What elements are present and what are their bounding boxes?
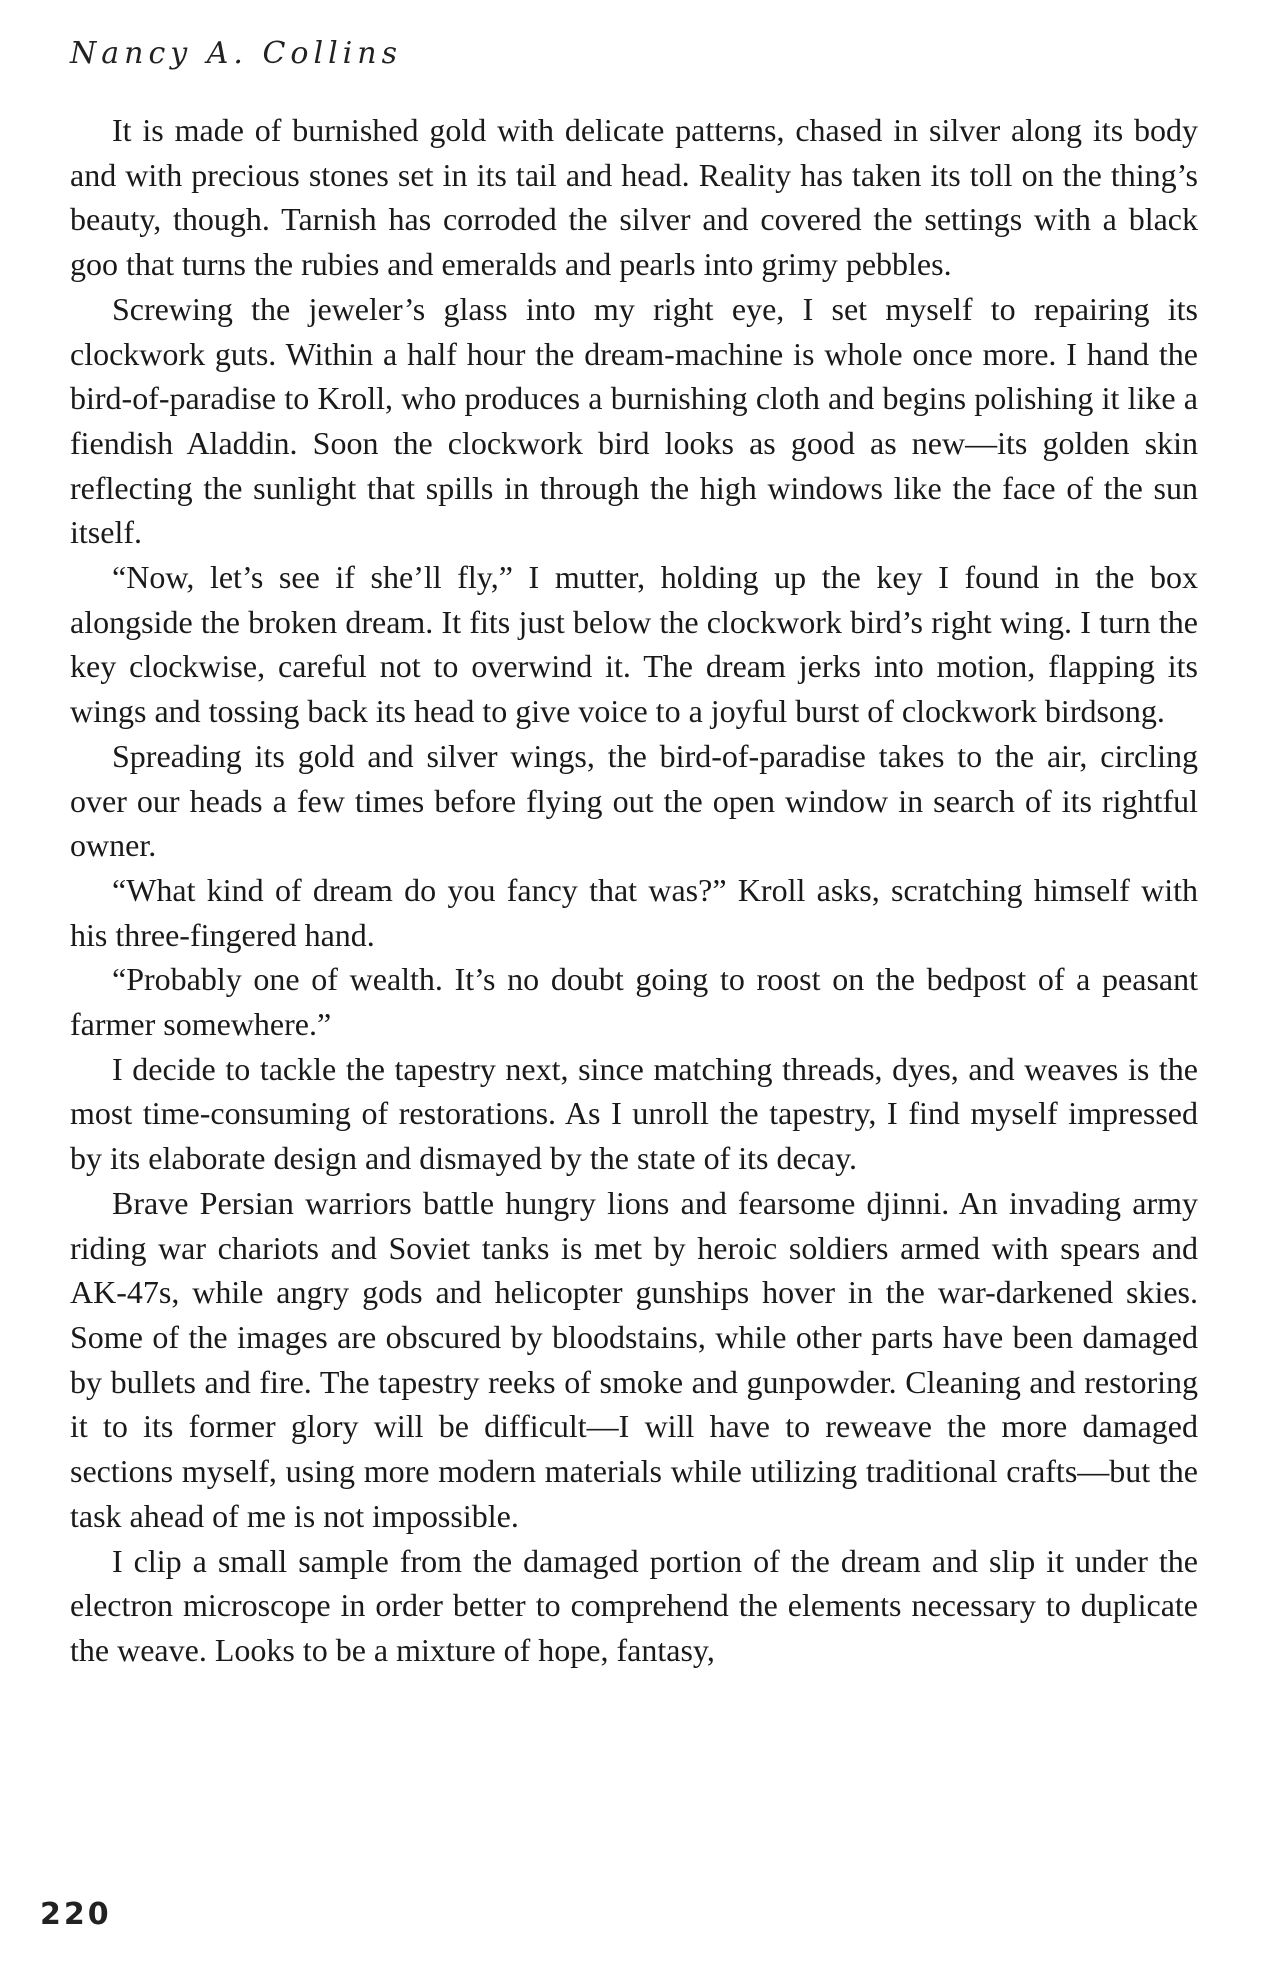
paragraph: It is made of burnished gold with delicate patterns, chased in silver along its body and with precious stones set in its tail and head. Reality has taken its toll on the thing’s beauty, though. Tarnish has corroded the silver and covered the settings with a black goo that turns the rubies and emeralds and pearls into grimy pebbles. <box>70 112 1198 283</box>
body-text <box>70 108 1198 1673</box>
paragraph: Brave Persian warriors battle hungry lions and fearsome djinni. An invading army riding war chariots and Soviet tanks is met by heroic soldiers armed with spears and AK-47s, while angry gods and helicopter gunships hover in the war-darkened skies. Some of the images are obscured by bloodstains, while other parts have been damaged by bullets and fire. The tapestry reeks of smoke and gunpowder. Cleaning and restoring it to its former glory will be difficult—I will have to reweave the more damaged sections myself, using more modern materials while utilizing traditional crafts—but the task ahead of me is not impossible. <box>70 1184 1198 1534</box>
paragraph: “Now, let’s see if she’ll fly,” I mutter, holding up the key I found in the box alongside the broken dream. It fits just below the clockwork bird’s right wing. I turn the key clockwise, careful not to overwind it. The dream jerks into motion, flapping its wings and tossing back its head to give voice to a joyful burst of clockwork birdsong. <box>70 559 1198 730</box>
page-number: 220 <box>40 1897 112 1932</box>
paragraph: Screwing the jeweler’s glass into my right eye, I set myself to repairing its clockwork guts. Within a half hour the dream-machine is whole once more. I hand the bird-of-paradise to Kroll, who produces a burnishing cloth and begins polishing it like a fiendish Aladdin. Soon the clockwork bird looks as good as new—its golden skin reflecting the sunlight that spills in through the high windows like the face of the sun itself. <box>70 290 1198 551</box>
paragraph: Spreading its gold and silver wings, the bird-of-paradise takes to the air, circling over our heads a few times before flying out the open window in search of its rightful owner. <box>70 737 1198 864</box>
paragraph: “Probably one of wealth. It’s no doubt going to roost on the bedpost of a peasant farmer somewhere.” <box>70 961 1198 1043</box>
paragraph: “What kind of dream do you fancy that was?” Kroll asks, scratching himself with his three-fingered hand. <box>70 871 1198 953</box>
paragraph: I decide to tackle the tapestry next, since matching threads, dyes, and weaves is the most time-consuming of restorations. As I unroll the tapestry, I find myself impressed by its elaborate design and dismayed by the state of its decay. <box>70 1050 1198 1177</box>
paragraph: I clip a small sample from the damaged portion of the dream and slip it under the electron microscope in order better to comprehend the elements necessary to duplicate the weave. Looks to be a mixture of hope, fantasy, <box>70 1542 1198 1668</box>
running-head-author: Nancy A. Collins <box>70 36 402 71</box>
